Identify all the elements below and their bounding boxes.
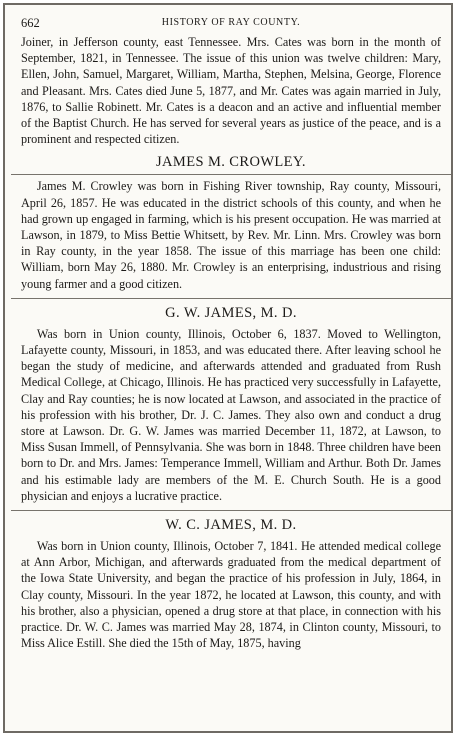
section-heading-gw-james: G. W. JAMES, M. D. xyxy=(165,304,297,321)
page-number: 662 xyxy=(21,16,40,30)
section-paragraph-gw-james: Was born in Union county, Illinois, October 6, 1837. Moved to Wellington, Lafayette county, Missouri, in 1853, and was educated there. After leaving school he began the study of medicine, and afterwards attended and graduated from Rush Medical College, at Chicago, Illinois. He has practiced very successfully in Lafayette, Clay and Ray counties; he is now located at Lawson, and associated in the practice of his profession with his brother, Dr. J. C. James. They also own and conduct a drug store at Lawson. Dr. G. W. James was married December 11, 1872, at Lawson, to Miss Susan Immell, of Pennsylvania. She was born in 1848. Three children have been born to Dr. and Mrs. James: Temperance Immell, William and Arthur. Both Dr. James and his estimable lady are members of the M. E. Church South. He is a good physician and enjoys a lucrative practice. xyxy=(21,326,441,503)
section-paragraph-crowley: James M. Crowley was born in Fishing River township, Ray county, Missouri, April 26, 1857. He was educated in the district schools of this county, and when he had grown up engaged in farming, which is his present occupation. He was married at Lawson, in 1879, to Miss Bettie Whitsett, by Rev. Mr. Linn. Mrs. Crowley was born in Ray county, in the year 1858. The issue of this marriage has been one child: William, born May 26, 1880. Mr. Crowley is an enterprising, industrious and rising young farmer and a good citizen. xyxy=(21,179,441,291)
section-heading-wc-james: W. C. JAMES, M. D. xyxy=(165,517,297,534)
book-page xyxy=(21,13,441,652)
section-paragraph-wc-james: Was born in Union county, Illinois, October 7, 1841. He attended medical college at Ann Arbor, Michigan, and afterwards graduated from the medical department of the Iowa State University, and began the practice of his profession in July, 1864, in Clay county, Missouri. In the year 1872, he located at Lawson, this county, and with his brother, also a physician, opened a drug store at that place, in connection with his practice. Dr. W. C. James was married May 28, 1874, in Clinton county, Missouri, to Miss Alice Estill. She died the 15th of May, 1875, having xyxy=(21,539,441,651)
running-title: HISTORY OF RAY COUNTY. xyxy=(161,17,301,28)
scanned-page-frame xyxy=(3,3,453,733)
section-heading-crowley: JAMES M. CROWLEY. xyxy=(156,154,306,171)
running-head xyxy=(21,13,441,33)
intro-paragraph: Joiner, in Jefferson county, east Tennessee. Mrs. Cates was born in the month of September, 1821, in Tennessee. The issue of this union was twelve children: Mary, Ellen, John, Samuel, Margaret, William, Martha, Stephen, Melsina, George, Florence and Pleasant. Mrs. Cates died June 5, 1877, and Mr. Cates was again married in July, 1876, to Sallie Robinett. Mr. Cates is a deacon and an active and influential member of the Baptist Church. He has served for several years as justice of the peace, and is a prominent and respected citizen. xyxy=(21,35,441,147)
